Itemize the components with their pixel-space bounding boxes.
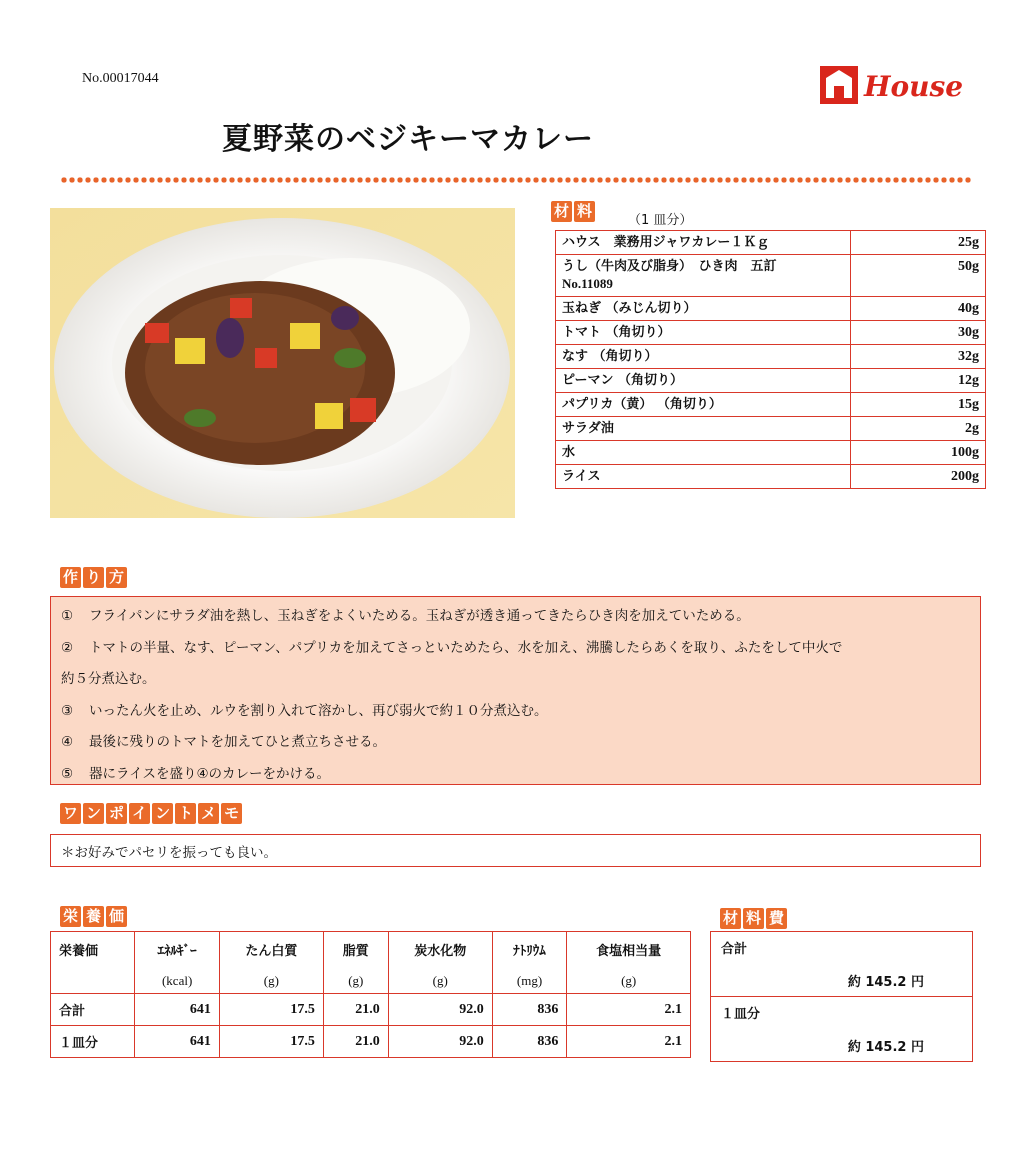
method-step: ⑤ 器にライスを盛り④のカレーをかける。 (61, 765, 331, 782)
table-row: 水 100g (556, 441, 986, 465)
curry-photo (50, 208, 515, 518)
page-title: 夏野菜のベジキーマカレー (222, 122, 594, 157)
method-step: ② トマトの半量、なす、ピーマン、パプリカを加えてさっといためたら、水を加え、沸騰したらあくを取り、ふたをして中火で (61, 639, 843, 656)
table-row: 玉ねぎ （みじん切り） 40g (556, 297, 986, 321)
method-step: 約５分煮込む。 (61, 671, 156, 687)
method-step: ① フライパンにサラダ油を熱し、玉ねぎをよくいためる。玉ねぎが透き通ってきたらひき肉を加えていためる。 (61, 608, 750, 624)
table-row: 合計 641 17.5 21.0 92.0 836 2.1 (51, 994, 691, 1026)
nutrition-table (50, 931, 691, 1058)
table-row: ライス 200g (556, 465, 986, 489)
house-logo (820, 64, 970, 106)
dotted-divider (60, 176, 973, 184)
table-row: サラダ油 2g (556, 417, 986, 441)
table-row: ハウス 業務用ジャワカレー１Ｋｇ 25g (556, 231, 986, 255)
table-row: 合計 約 145.2 円 (711, 932, 973, 997)
serving-note: （1 皿分） (628, 213, 693, 228)
table-row: １皿分 約 145.2 円 (711, 997, 973, 1062)
table-row: トマト （角切り） 30g (556, 321, 986, 345)
table-header-row: 栄養価 ｴﾈﾙｷﾞｰ (kcal) たん白質 (g) 脂質 (g) 炭水化物 (g) ﾅﾄﾘｳﾑ (mg) 食塩相当量 (g) (51, 932, 691, 994)
table-row: なす （角切り） 32g (556, 345, 986, 369)
method-step: ④ 最後に残りのトマトを加えてひと煮立ちさせる。 (61, 734, 386, 750)
method-steps (50, 596, 981, 785)
ingredients-table (555, 230, 986, 489)
cost-label: 材 料 費 (720, 908, 787, 929)
table-row: ピーマン （角切り） 12g (556, 369, 986, 393)
table-row: うし（牛肉及び脂身） ひき肉 五訂 No.11089 50g (556, 255, 986, 297)
nutrition-label: 栄 養 価 (60, 906, 127, 927)
method-step: ③ いったん火を止め、ルウを割り入れて溶かし、再び弱火で約１０分煮込む。 (61, 702, 548, 719)
memo-label: ワ ン ポ イ ン ト メ モ (60, 803, 242, 824)
table-row: パプリカ（黄） （角切り） 15g (556, 393, 986, 417)
cost-table (710, 931, 973, 1062)
recipe-number: No.00017044 (82, 71, 159, 86)
method-label: 作 り 方 (60, 567, 127, 588)
table-row: １皿分 641 17.5 21.0 92.0 836 2.1 (51, 1026, 691, 1058)
materials-label: 材 料 (551, 201, 595, 222)
svg-text:House: House (864, 70, 964, 103)
memo-text: ＊お好みでパセリを振っても良い。 (50, 834, 981, 867)
